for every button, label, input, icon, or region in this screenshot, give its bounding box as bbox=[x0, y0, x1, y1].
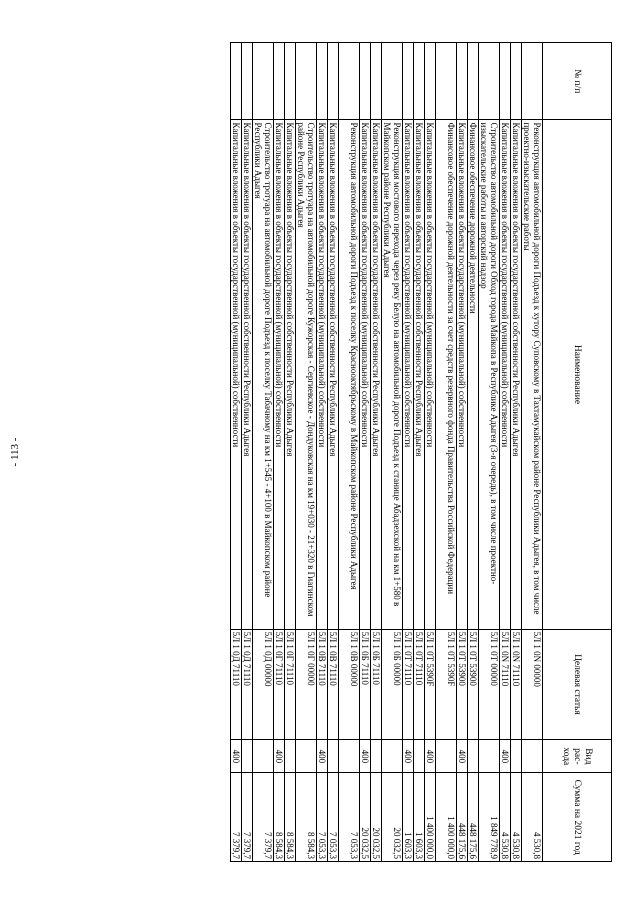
row-name: Реконструкция автомобильной дороги Подъезд к поселку Краснооктябрьскому в Майкопском районе Республики Адыгея bbox=[339, 120, 360, 629]
row-vid bbox=[436, 740, 457, 773]
row-name: Капитальные вложения в объекты государственной (муниципальной) собственности bbox=[231, 120, 242, 629]
row-name: Капитальные вложения в объекты государственной собственности Республики Адыгея bbox=[242, 120, 253, 629]
row-name: Финансовое обеспечение дорожной деятельности за счет средств резервного фонда Правительства Российской Федерации bbox=[436, 120, 457, 629]
table-row bbox=[457, 43, 468, 862]
table-row bbox=[242, 43, 253, 862]
row-num bbox=[425, 43, 436, 120]
row-num bbox=[242, 43, 253, 120]
row-sum: 20 032,5 bbox=[382, 773, 403, 862]
table-row bbox=[425, 43, 436, 862]
row-sum: 8 584,3 bbox=[274, 773, 285, 862]
row-num bbox=[468, 43, 479, 120]
row-code: 5Л 1 0Т 71110 bbox=[403, 629, 414, 740]
row-code: 5Л 1 0Т 53900 bbox=[457, 629, 468, 740]
row-vid: 400 bbox=[360, 740, 371, 773]
row-vid bbox=[479, 740, 500, 773]
row-vid: 400 bbox=[274, 740, 285, 773]
table-row bbox=[317, 43, 328, 862]
row-name: Капитальные вложения в объекты государственной (муниципальной) собственности bbox=[425, 120, 436, 629]
row-vid bbox=[253, 740, 274, 773]
table-row bbox=[328, 43, 339, 862]
row-sum: 1 400 000,0 bbox=[436, 773, 457, 862]
row-sum: 7 379,7 bbox=[231, 773, 242, 862]
table-row bbox=[360, 43, 371, 862]
row-code: 5Л 1 0Г 00000 bbox=[296, 629, 317, 740]
row-sum: 20 032,5 bbox=[360, 773, 371, 862]
row-name: Капитальные вложения в объекты государственной собственности Республики Адыгея bbox=[328, 120, 339, 629]
table-row bbox=[253, 43, 274, 862]
row-name: Капитальные вложения в объекты государственной (муниципальной) собственности bbox=[274, 120, 285, 629]
row-num bbox=[403, 43, 414, 120]
table-row bbox=[403, 43, 414, 862]
row-num bbox=[457, 43, 468, 120]
row-name: Капитальные вложения в объекты государственной собственности Республики Адыгея bbox=[414, 120, 425, 629]
row-vid bbox=[522, 740, 543, 773]
row-name: Капитальные вложения в объекты государственной (муниципальной) собственности bbox=[500, 120, 511, 629]
table-row bbox=[231, 43, 242, 862]
header-sum: Сумма на 2021 год bbox=[543, 773, 612, 862]
row-vid bbox=[382, 740, 403, 773]
row-code: 5Л 1 0Т 5390F bbox=[436, 629, 457, 740]
row-name: Капитальные вложения в объекты государственной (муниципальной) собственности bbox=[457, 120, 468, 629]
row-sum: 1 849 778,9 bbox=[479, 773, 500, 862]
row-vid bbox=[371, 740, 382, 773]
row-sum: 1 603,3 bbox=[403, 773, 414, 862]
row-vid bbox=[511, 740, 522, 773]
table-row bbox=[468, 43, 479, 862]
table-row bbox=[285, 43, 296, 862]
row-code: 5Л 1 0Д 00000 bbox=[253, 629, 274, 740]
row-code: 5Л 1 0N 71110 bbox=[511, 629, 522, 740]
row-num bbox=[522, 43, 543, 120]
row-sum: 8 584,3 bbox=[296, 773, 317, 862]
header-code: Целевая статья bbox=[543, 629, 612, 740]
row-num bbox=[231, 43, 242, 120]
row-sum: 7 379,7 bbox=[253, 773, 274, 862]
row-num bbox=[339, 43, 360, 120]
row-sum: 1 603,3 bbox=[414, 773, 425, 862]
row-num bbox=[436, 43, 457, 120]
row-sum: 1 400 000,0 bbox=[425, 773, 436, 862]
row-num bbox=[414, 43, 425, 120]
page-number-container bbox=[0, 422, 30, 482]
row-num bbox=[500, 43, 511, 120]
row-vid: 400 bbox=[425, 740, 436, 773]
row-code: 5Л 1 0В 71110 bbox=[328, 629, 339, 740]
row-sum: 448 175,6 bbox=[468, 773, 479, 862]
table-row bbox=[436, 43, 457, 862]
row-sum: 7 053,3 bbox=[339, 773, 360, 862]
row-name: Финансовое обеспечение дорожной деятельности bbox=[468, 120, 479, 629]
page-number: - 113 - bbox=[9, 437, 21, 467]
row-num bbox=[253, 43, 274, 120]
row-name: Капитальные вложения в объекты государственной собственности Республики Адыгея bbox=[285, 120, 296, 629]
row-vid: 400 bbox=[317, 740, 328, 773]
header-vid: Вид рас-хода bbox=[543, 740, 612, 773]
table-row bbox=[382, 43, 403, 862]
row-num bbox=[274, 43, 285, 120]
row-code: 5Л 1 0Б 71110 bbox=[371, 629, 382, 740]
table-header-row bbox=[543, 43, 612, 862]
row-name: Капитальные вложения в объекты государственной (муниципальной) собственности bbox=[360, 120, 371, 629]
row-code: 5Л 1 0Д 71110 bbox=[231, 629, 242, 740]
row-code: 5Л 1 0Д 71110 bbox=[242, 629, 253, 740]
row-code: 5Л 1 0В 71110 bbox=[317, 629, 328, 740]
table-body bbox=[231, 43, 543, 862]
row-name: Капитальные вложения в объекты государственной (муниципальной) собственности bbox=[403, 120, 414, 629]
row-name: Строительство автомобильной дороги Обход города Майкопа в Республике Адыгея (3-я очередь), в том числе проектно-изыскательские работы и авторский надзор bbox=[479, 120, 500, 629]
header-name: Наименование bbox=[543, 120, 612, 629]
row-sum: 4 530,8 bbox=[500, 773, 511, 862]
row-num bbox=[382, 43, 403, 120]
row-name: Строительство тротуара на автомобильной дороге Кужорская - Сергиевское - Дондуковская на км 19+030 - 21+320 в Гиагинском районе Республики Адыгея bbox=[296, 120, 317, 629]
rotated-page bbox=[112, 42, 612, 862]
row-sum: 7 053,3 bbox=[328, 773, 339, 862]
table-row bbox=[339, 43, 360, 862]
row-code: 5Л 1 0Г 71110 bbox=[285, 629, 296, 740]
row-vid bbox=[328, 740, 339, 773]
row-sum: 4 530,8 bbox=[511, 773, 522, 862]
row-vid bbox=[414, 740, 425, 773]
row-code: 5Л 1 0N 71110 bbox=[500, 629, 511, 740]
row-num bbox=[371, 43, 382, 120]
row-num bbox=[360, 43, 371, 120]
table-row bbox=[274, 43, 285, 862]
row-sum: 7 053,3 bbox=[317, 773, 328, 862]
row-name: Капитальные вложения в объекты государственной собственности Республики Адыгея bbox=[371, 120, 382, 629]
row-num bbox=[296, 43, 317, 120]
row-vid: 400 bbox=[500, 740, 511, 773]
row-num bbox=[317, 43, 328, 120]
row-name: Реконструкция мостового перехода через реку Белую на автомобильной дороге Подъезд к станице Абадзехской на км 1+580 в Майкопском районе Республики Адыгея bbox=[382, 120, 403, 629]
row-vid bbox=[339, 740, 360, 773]
row-num bbox=[328, 43, 339, 120]
row-sum: 4 530,8 bbox=[522, 773, 543, 862]
row-vid: 400 bbox=[457, 740, 468, 773]
row-code: 5Л 1 0В 00000 bbox=[339, 629, 360, 740]
row-code: 5Л 1 0Г 71110 bbox=[274, 629, 285, 740]
row-sum: 7 379,7 bbox=[242, 773, 253, 862]
row-code: 5Л 1 0Б 71110 bbox=[360, 629, 371, 740]
row-num bbox=[511, 43, 522, 120]
row-num bbox=[285, 43, 296, 120]
table-row bbox=[522, 43, 543, 862]
row-sum: 20 032,5 bbox=[371, 773, 382, 862]
table-row bbox=[414, 43, 425, 862]
row-sum: 448 175,6 bbox=[457, 773, 468, 862]
row-code: 5Л 1 0N 00000 bbox=[522, 629, 543, 740]
row-code: 5Л 1 0Т 00000 bbox=[479, 629, 500, 740]
row-name: Капитальные вложения в объекты государственной (муниципальной) собственности bbox=[317, 120, 328, 629]
table-row bbox=[371, 43, 382, 862]
row-code: 5Л 1 0Т 53900 bbox=[468, 629, 479, 740]
budget-table bbox=[230, 42, 612, 862]
row-code: 5Л 1 0Б 00000 bbox=[382, 629, 403, 740]
table-row bbox=[296, 43, 317, 862]
row-vid: 400 bbox=[231, 740, 242, 773]
row-code: 5Л 1 0Т 71110 bbox=[414, 629, 425, 740]
row-vid bbox=[468, 740, 479, 773]
row-vid: 400 bbox=[403, 740, 414, 773]
row-sum: 8 584,3 bbox=[285, 773, 296, 862]
table-row bbox=[500, 43, 511, 862]
header-num: № п/п bbox=[543, 43, 612, 120]
row-code: 5Л 1 0Т 5390F bbox=[425, 629, 436, 740]
table-row bbox=[479, 43, 500, 862]
row-vid bbox=[296, 740, 317, 773]
row-num bbox=[479, 43, 500, 120]
row-vid bbox=[242, 740, 253, 773]
table-row bbox=[511, 43, 522, 862]
row-name: Строительство тротуара на автомобильной дороге Подъезд к поселку Табачному на км 1+545 - 4+100 в Майкопском районе Республики Адыгея bbox=[253, 120, 274, 629]
row-name: Реконструкция автомобильной дороги Подъезд к хутору Суповскому в Тахтамукайском районе Республики Адыгея, в том числе проектно-изыскательские работы bbox=[522, 120, 543, 629]
row-name: Капитальные вложения в объекты государственной собственности Республики Адыгея bbox=[511, 120, 522, 629]
row-vid bbox=[285, 740, 296, 773]
